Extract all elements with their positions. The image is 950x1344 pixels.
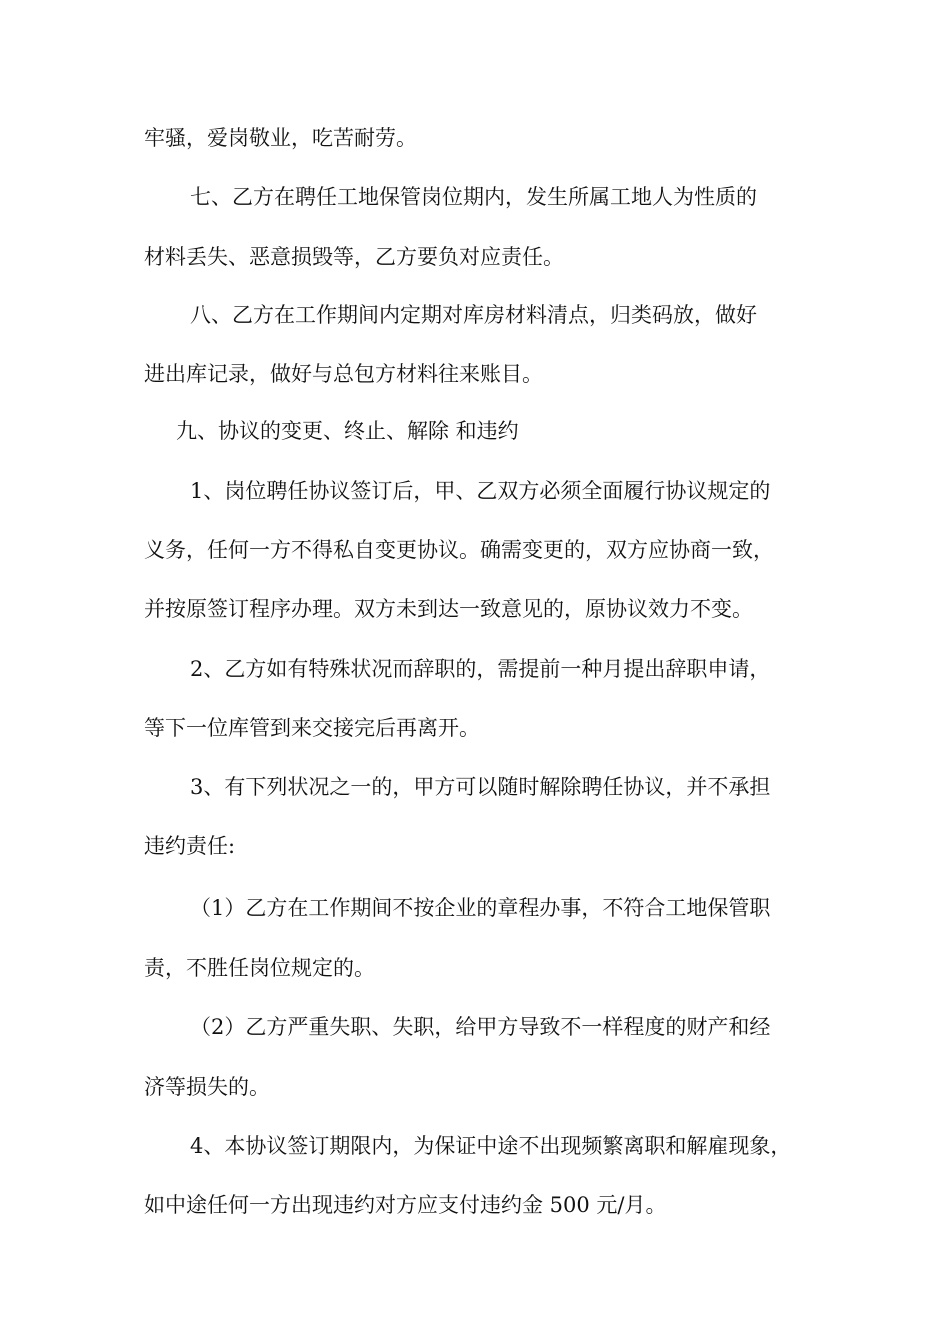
text-line-14: （1）乙方在工作期间不按企业的章程办事，不符合工地保管职: [190, 896, 771, 920]
text-line-19: 如中途任何一方出现违约对方应支付违约金 500 元/月。: [144, 1193, 667, 1217]
text-line-15: 责，不胜任岗位规定的。: [144, 956, 375, 980]
text-line-1: 牢骚，爱岗敬业，吃苦耐劳。: [144, 126, 417, 150]
text-line-18: 4、本协议签订期限内，为保证中途不出现频繁离职和解雇现象，: [190, 1134, 792, 1158]
text-line-8: 义务，任何一方不得私自变更协议。确需变更的，双方应协商一致，: [144, 538, 774, 562]
text-line-9: 并按原签订程序办理。双方未到达一致意见的，原协议效力不变。: [144, 597, 753, 621]
text-line-13: 违约责任:: [144, 834, 236, 858]
text-line-11: 等下一位库管到来交接完后再离开。: [144, 716, 480, 740]
text-line-17: 济等损失的。: [144, 1075, 270, 1099]
text-line-10: 2、乙方如有特殊状况而辞职的，需提前一种月提出辞职申请，: [190, 657, 771, 681]
text-line-7: 1、岗位聘任协议签订后，甲、乙双方必须全面履行协议规定的: [190, 479, 771, 503]
text-line-2: 七、乙方在聘任工地保管岗位期内，发生所属工地人为性质的: [190, 185, 757, 209]
text-line-4: 八、乙方在工作期间内定期对库房材料清点，归类码放，做好: [190, 303, 757, 327]
text-line-12: 3、有下列状况之一的，甲方可以随时解除聘任协议，并不承担: [190, 775, 771, 799]
text-line-16: （2）乙方严重失职、失职，给甲方导致不一样程度的财产和经: [190, 1015, 771, 1039]
text-line-5: 进出库记录，做好与总包方材料往来账目。: [144, 362, 543, 386]
text-line-6: 九、协议的变更、终止、解除 和违约: [176, 419, 519, 443]
text-line-3: 材料丢失、恶意损毁等，乙方要负对应责任。: [144, 245, 564, 269]
